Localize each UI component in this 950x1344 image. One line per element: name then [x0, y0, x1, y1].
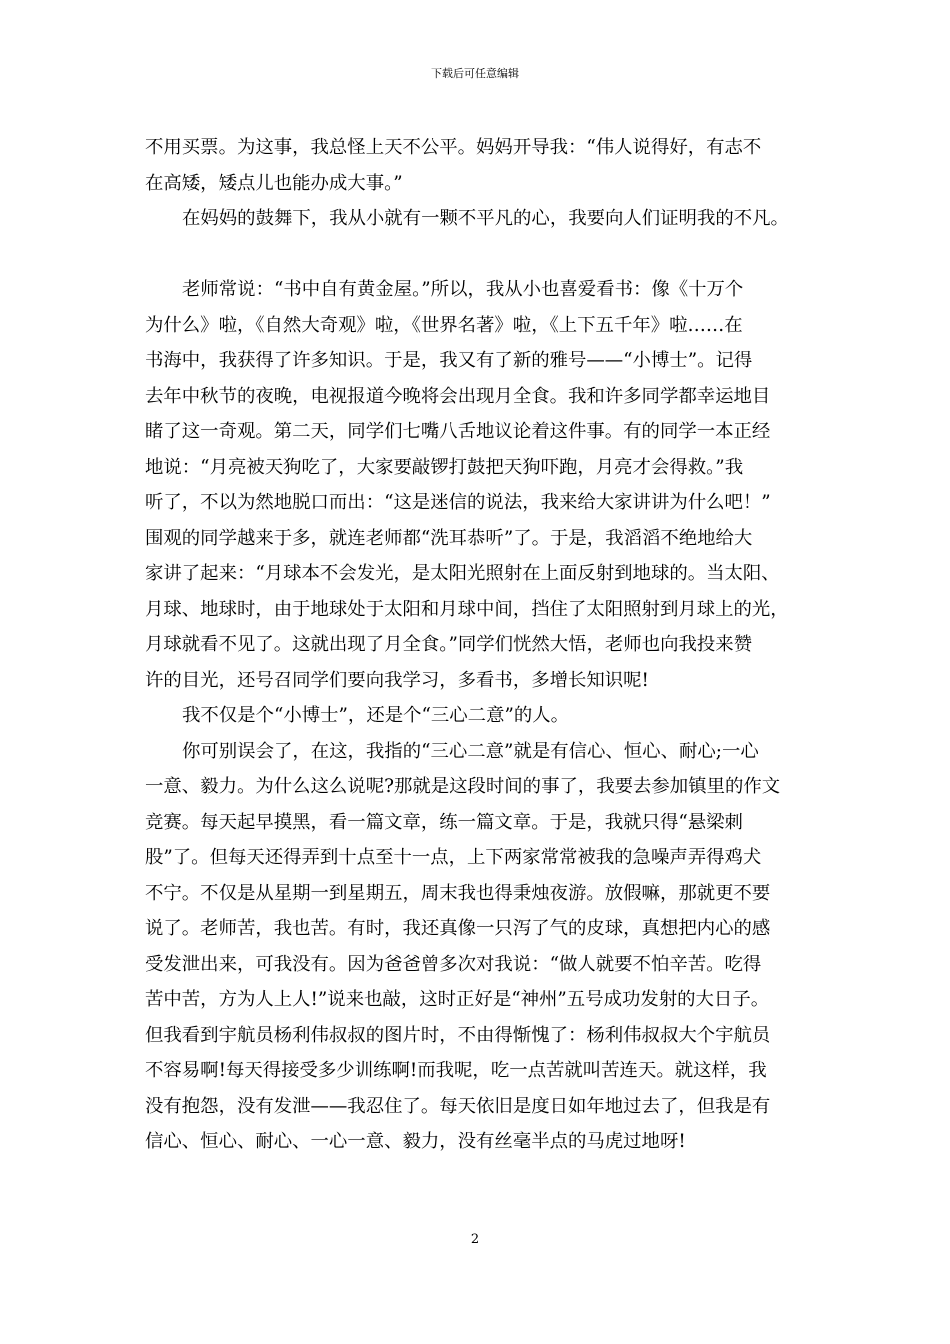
text-line: 地说：“月亮被天狗吃了，大家要敲锣打鼓把天狗吓跑，月亮才会得救。”我 — [145, 456, 744, 478]
text-line: 但我看到宇航员杨利伟叔叔的图片时，不由得惭愧了：杨利伟叔叔大个宇航员 — [145, 1024, 771, 1046]
paragraph-start: 在妈妈的鼓舞下，我从小就有一颗不平凡的心，我要向人们证明我的不凡。 — [182, 208, 789, 229]
paragraph-start: 我不仅是个“小博士”，还是个“三心二意”的人。 — [182, 705, 570, 726]
text-line: 睹了这一奇观。第二天，同学们七嘴八舌地议论着这件事。有的同学一本正经 — [145, 421, 771, 442]
text-line: 月球就看不见了。这就出现了月全食。”同学们恍然大悟，老师也向我投来赞 — [145, 634, 753, 655]
page-number: 2 — [470, 1232, 480, 1247]
text-line: 不容易啊!每天得接受多少训练啊!而我呢，吃一点苦就叫苦连天。就这样，我 — [145, 1060, 767, 1081]
text-line: 在高矮，矮点儿也能办成大事。” — [145, 172, 403, 194]
text-line: 书海中，我获得了许多知识。于是，我又有了新的雅号——“小博士”。记得 — [145, 350, 753, 371]
paragraph-gap — [145, 237, 813, 273]
text-line: 不宁。不仅是从星期一到星期五，周末我也得秉烛夜游。放假嘛，那就更不要 — [145, 882, 771, 904]
text-line: 竞赛。每天起早摸黑，看一篇文章，练一篇文章。于是，我就只得“悬梁刺 — [145, 811, 743, 833]
text-line: 围观的同学越来于多，就连老师都“洗耳恭听”了。于是，我滔滔不绝地给大 — [145, 527, 753, 549]
text-line: 受发泄出来，可我没有。因为爸爸曾多次对我说：“做人就要不怕辛苦。吃得 — [145, 953, 762, 975]
text-line: 月球、地球时，由于地球处于太阳和月球中间，挡住了太阳照射到月球上的光， — [145, 598, 789, 620]
paragraph-start: 老师常说：“书中自有黄金屋。”所以，我从小也喜爱看书：像《十万个 — [182, 279, 744, 300]
text-line: 一意、毅力。为什么这么说呢?那就是这段时间的事了，我要去参加镇里的作文 — [145, 776, 781, 797]
paragraph-start: 你可别误会了，在这，我指的“三心二意”就是有信心、恒心、耐心;一心 — [182, 740, 759, 762]
text-line: 不用买票。为这事，我总怪上天不公平。妈妈开导我：“伟人说得好，有志不 — [145, 137, 762, 158]
text-line: 许的目光，还号召同学们要向我学习，多看书，多增长知识呢! — [145, 669, 649, 691]
text-line: 股”了。但每天还得弄到十点至十一点，上下两家常常被我的急噪声弄得鸡犬 — [145, 847, 762, 868]
text-line: 听了，不以为然地脱口而出：“这是迷信的说法，我来给大家讲讲为什么吧！” — [145, 492, 771, 513]
page-header: 下载后可任意编辑 — [431, 67, 519, 80]
text-line: 说了。老师苦，我也苦。有时，我还真像一只泻了气的皮球，真想把内心的感 — [145, 918, 771, 939]
text-line: 苦中苦，方为人上人!”说来也敲，这时正好是“神州”五号成功发射的大日子。 — [145, 989, 770, 1010]
text-line: 为什么》啦，《自然大奇观》啦，《世界名著》啦，《上下五千年》啦……在 — [145, 314, 743, 336]
text-line: 去年中秋节的夜晚，电视报道今晚将会出现月全食。我和许多同学都幸运地目 — [145, 385, 771, 407]
body-text — [145, 130, 813, 1160]
text-line: 家讲了起来：“月球本不会发光，是太阳光照射在上面反射到地球的。当太阳、 — [145, 563, 780, 584]
text-line: 信心、恒心、耐心、一心一意、毅力，没有丝毫半点的马虎过地呀! — [145, 1131, 686, 1152]
text-line: 没有抱怨，没有发泄——我忍住了。每天依旧是度日如年地过去了，但我是有 — [145, 1095, 771, 1117]
